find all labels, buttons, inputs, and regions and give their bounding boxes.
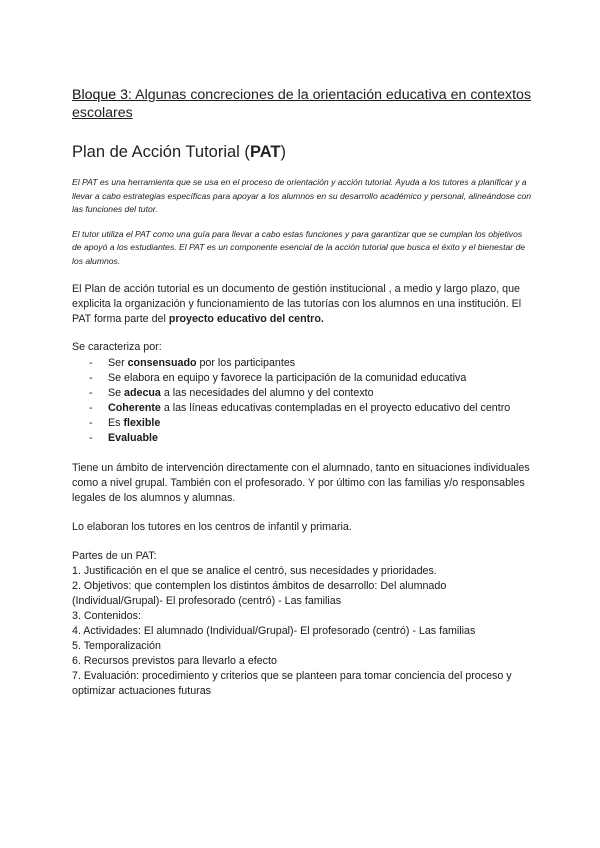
list-item: - Es flexible bbox=[89, 416, 161, 429]
italic-paragraph-2: El tutor utiliza el PAT como una guía para llevar a cabo estas funciones y para garantizar que se cumplan los objetivos de apoyó a los estudiantes. El PAT es un componente esencial de la acción tutorial que busca el éxito y el bienestar de los alumnos. bbox=[72, 228, 526, 266]
block-title-text: : Algunas concreciones de la orientación educativa en contextos escolares bbox=[72, 87, 532, 121]
list-item: - Evaluable bbox=[89, 431, 158, 444]
block-title-label: Bloque 3 bbox=[72, 87, 129, 103]
block-title bbox=[72, 86, 532, 122]
section-heading bbox=[72, 142, 532, 162]
list-item: - Coherente a las líneas educativas contempladas en el proyecto educativo del centro bbox=[89, 401, 511, 414]
heading-text: Plan de Acción Tutorial ( bbox=[72, 143, 250, 161]
definition-paragraph bbox=[72, 282, 532, 327]
parts-intro: Partes de un PAT: bbox=[72, 549, 157, 562]
list-item: - Se elabora en equipo y favorece la participación de la comunidad educativa bbox=[89, 371, 467, 384]
heading-bold: PAT bbox=[249, 143, 281, 161]
list-item: - Se adecua a las necesidades del alumno y del contexto bbox=[89, 386, 374, 399]
definition-bold: proyecto educativo del centro. bbox=[168, 312, 324, 325]
document-page bbox=[72, 86, 532, 699]
italic-paragraph-1: El PAT es una herramienta que se usa en el proceso de orientación y acción tutorial. Ayuda a los tutores a planificar y a llevar a cabo estrategias específicas para apoyar a los alumnos en su desarrollo académico y personal, alineándose con las funciones del tutor. bbox=[72, 177, 532, 215]
characteristics-intro: Se caracteriza por: bbox=[72, 340, 162, 353]
list-item: 5. Temporalización bbox=[72, 639, 161, 652]
definition-text: El Plan de acción tutorial es un documento de gestión institucional , a medio y largo plazo, que explicita la organización y funcionamiento de las tutorías con los alumnos en una institución. El PAT forma parte del bbox=[72, 282, 522, 325]
authors-paragraph: Lo elaboran los tutores en los centros de infantil y primaria. bbox=[72, 520, 352, 533]
list-item: 4. Actividades: El alumnado (Individual/Grupal)- El profesorado (centró) - Las familias bbox=[72, 624, 476, 637]
list-item: 2. Objetivos: que contemplen los distintos ámbitos de desarrollo: Del alumnado (Individual/Grupal)- El profesorado (centró) - Las familias bbox=[72, 579, 447, 607]
heading-close: ) bbox=[280, 143, 286, 161]
list-item: 3. Contenidos: bbox=[72, 609, 141, 622]
list-item: 1. Justificación en el que se analice el centró, sus necesidades y prioridades. bbox=[72, 564, 437, 577]
list-item: - Ser consensuado por los participantes bbox=[89, 356, 296, 369]
characteristics-list bbox=[72, 356, 532, 446]
list-item: 7. Evaluación: procedimiento y criterios que se planteen para tomar conciencia del proceso y optimizar actuaciones futuras bbox=[72, 669, 512, 697]
parts-list bbox=[72, 564, 532, 699]
scope-paragraph: Tiene un ámbito de intervención directamente con el alumnado, tanto en situaciones individuales como a nivel grupal. También con el profesorado. Y por último con las familias y/o responsables legales de los alumnos y alumnas. bbox=[72, 461, 530, 504]
list-item: 6. Recursos previstos para llevarlo a efecto bbox=[72, 654, 277, 667]
